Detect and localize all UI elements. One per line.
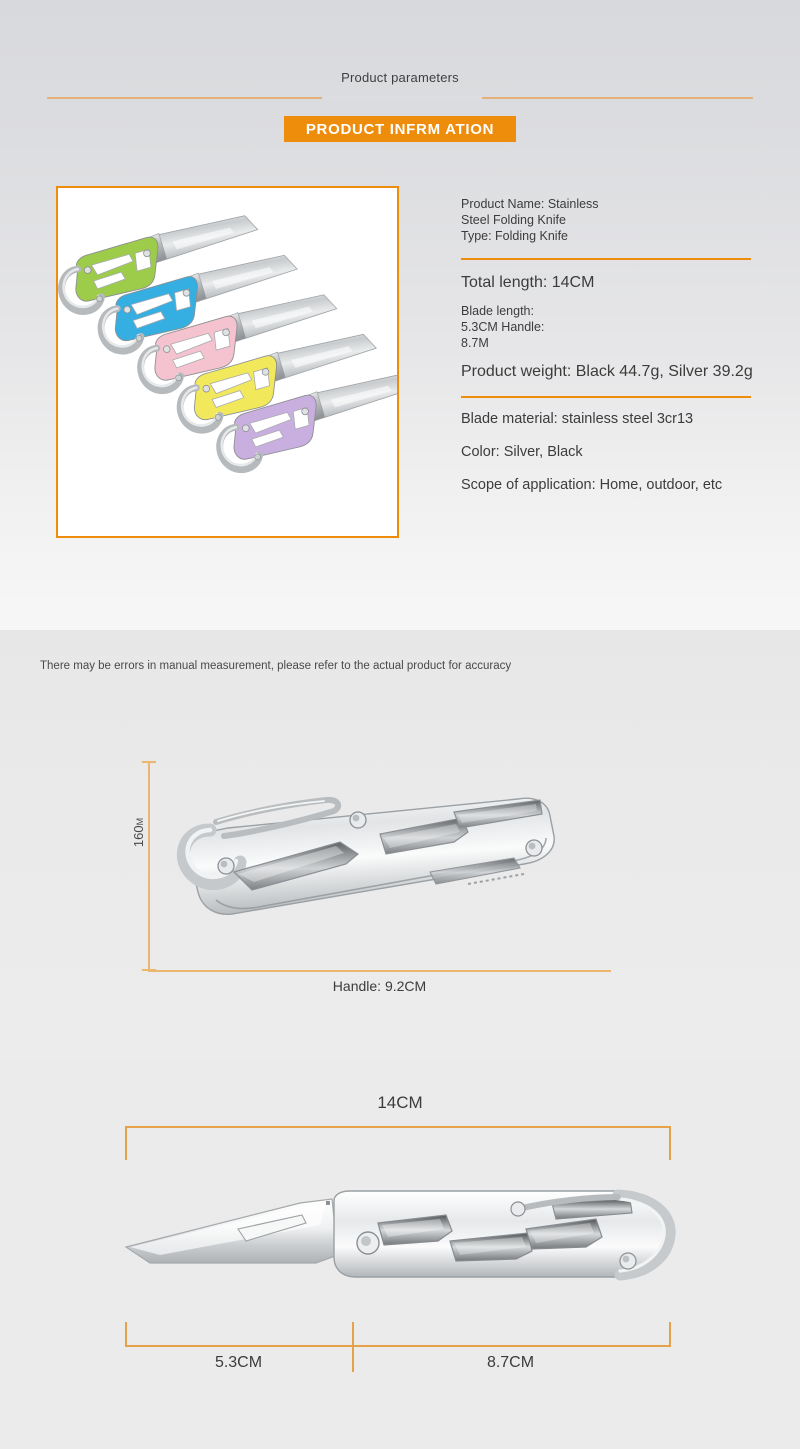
header-divider-gap bbox=[322, 95, 482, 101]
product-parameters-caption: Product parameters bbox=[341, 70, 459, 85]
spec-blade-length-line2: 5.3CM Handle: bbox=[461, 320, 545, 334]
open-knife-illustration bbox=[120, 1185, 680, 1320]
closed-knife-illustration bbox=[168, 780, 588, 965]
product-information-banner: PRODUCT INFRM ATION bbox=[284, 116, 516, 142]
vertical-dimension-label bbox=[131, 818, 146, 847]
total-length-tick-left bbox=[125, 1126, 127, 1160]
specification-list bbox=[461, 196, 761, 495]
product-information-section bbox=[0, 0, 800, 630]
total-length-dimension-line bbox=[125, 1126, 671, 1128]
vertical-dimension-unit: M bbox=[135, 817, 146, 826]
spec-total-length: Total length: 14CM bbox=[461, 274, 595, 291]
spec-product-name-line2: Steel Folding Knife bbox=[461, 213, 566, 227]
blade-dimension-tick-left bbox=[125, 1322, 127, 1347]
spec-divider-1 bbox=[461, 258, 751, 260]
spec-type: Type: Folding Knife bbox=[461, 229, 569, 243]
total-length-tick-right bbox=[669, 1126, 671, 1160]
open-knife-image bbox=[120, 1185, 680, 1320]
spec-blade-material: Blade material: stainless steel 3cr13 bbox=[461, 411, 694, 427]
spec-divider-2 bbox=[461, 396, 751, 398]
colored-knives-illustration bbox=[58, 188, 397, 536]
spec-color: Color: Silver, Black bbox=[461, 444, 583, 460]
spec-blade-length-line1: Blade length: bbox=[461, 304, 534, 318]
handle-dimension-label: Handle: 9.2CM bbox=[332, 978, 427, 994]
spec-product-weight: Product weight: Black 44.7g, Silver 39.2g bbox=[461, 363, 753, 380]
product-photo-frame bbox=[56, 186, 399, 538]
closed-knife-image bbox=[168, 780, 588, 965]
handle-dimension-tick-right bbox=[669, 1322, 671, 1347]
open-knife-dimension-section bbox=[0, 1060, 800, 1449]
blade-handle-dimension-line bbox=[125, 1345, 671, 1347]
vertical-dimension-value: 160 bbox=[131, 825, 147, 848]
measurement-disclaimer: There may be errors in manual measurement, please refer to the actual product for accuracy bbox=[40, 660, 512, 672]
spec-blade-length-line3: 8.7M bbox=[461, 336, 489, 350]
vertical-dimension-line bbox=[148, 762, 150, 970]
handle-dimension-line bbox=[148, 970, 611, 972]
folded-knife-dimension-section bbox=[0, 630, 800, 1060]
handle-length-label: 8.7CM bbox=[486, 1354, 535, 1371]
blade-length-label: 5.3CM bbox=[214, 1354, 263, 1371]
spec-product-name-line1: Product Name: Stainless bbox=[461, 197, 599, 211]
spec-scope-of-application: Scope of application: Home, outdoor, etc bbox=[461, 477, 723, 493]
total-length-label: 14CM bbox=[377, 1093, 423, 1112]
